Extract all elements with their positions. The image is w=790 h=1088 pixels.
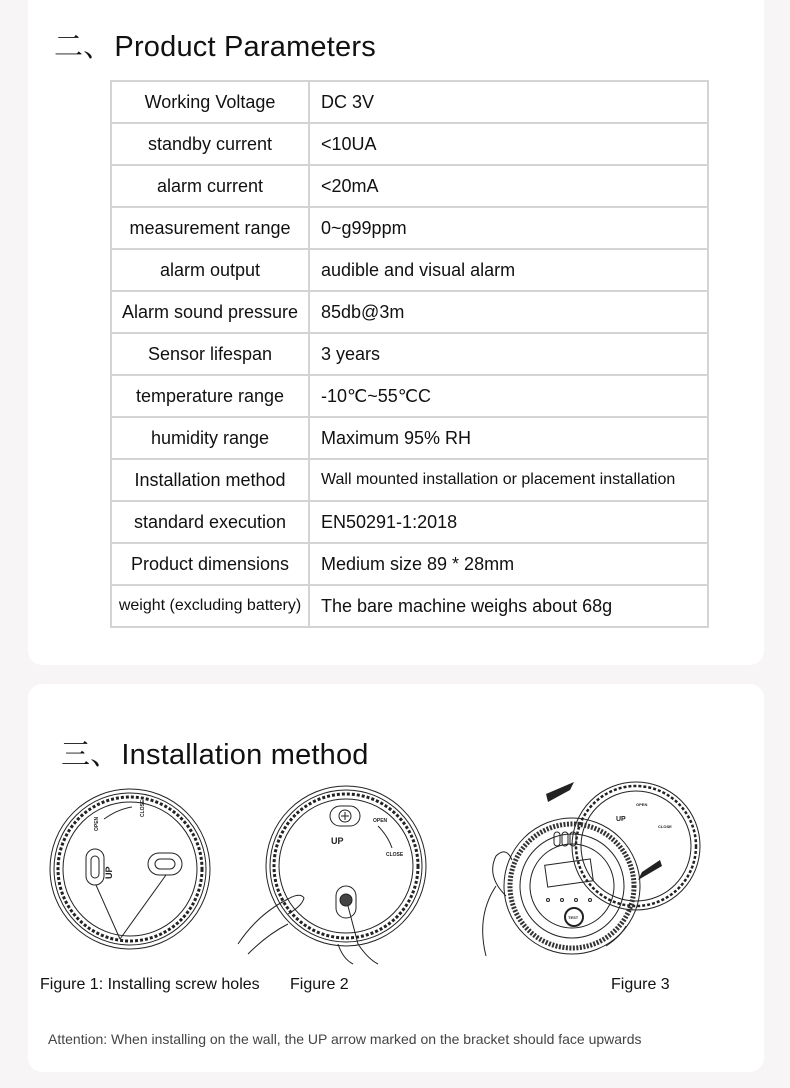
figure-1-caption: Figure 1: Installing screw holes [40,976,260,993]
param-value: Medium size 89 * 28mm [309,543,708,585]
installation-method-card [28,684,764,1072]
param-label: temperature range [111,375,309,417]
table-row [111,501,708,543]
parameters-table [110,80,709,628]
figure-3-detector-attach-illustration [446,776,706,976]
close-label: CLOSE [658,824,672,829]
param-label: alarm output [111,249,309,291]
param-value: -10℃~55℃C [309,375,708,417]
table-row [111,165,708,207]
test-button-label: TEST [568,915,579,920]
section-title-product-parameters [54,24,376,65]
table-row [111,375,708,417]
table-row [111,417,708,459]
table-row [111,207,708,249]
table-row [111,585,708,627]
param-value: EN50291-1:2018 [309,501,708,543]
param-label: standard execution [111,501,309,543]
table-row [111,81,708,123]
rotate-arrow-icon [546,782,574,802]
table-row [111,459,708,501]
param-label: standby current [111,123,309,165]
param-label: humidity range [111,417,309,459]
table-row [111,543,708,585]
figure-3-caption: Figure 3 [611,976,670,993]
up-label: UP [616,816,626,823]
param-value: DC 3V [309,81,708,123]
param-value: Wall mounted installation or placement installation [309,459,708,501]
param-label: measurement range [111,207,309,249]
param-label: Product dimensions [111,543,309,585]
param-value: 0~g99ppm [309,207,708,249]
open-label: OPEN [373,818,388,824]
close-label: CLOSE [386,852,404,858]
param-label: Sensor lifespan [111,333,309,375]
param-label: weight (excluding battery) [111,585,309,627]
figure-2-caption: Figure 2 [290,976,349,993]
param-value: 85db@3m [309,291,708,333]
open-label: OPEN [636,802,648,807]
up-label: UP [331,836,344,846]
param-value: 3 years [309,333,708,375]
table-row [111,291,708,333]
param-label: alarm current [111,165,309,207]
up-label: UP [104,866,114,879]
section-number: 二、 [54,31,113,63]
section-title-text: Installation method [121,739,369,771]
param-label: Working Voltage [111,81,309,123]
rotate-arrow-icon [638,860,662,880]
close-label: CLOSE [140,799,146,817]
param-value: The bare machine weighs about 68g [309,585,708,627]
param-value: audible and visual alarm [309,249,708,291]
open-label: OPEN [94,816,100,831]
param-label: Installation method [111,459,309,501]
param-value: Maximum 95% RH [309,417,708,459]
table-row [111,249,708,291]
table-row [111,333,708,375]
product-parameters-card [28,0,764,665]
param-label: Alarm sound pressure [111,291,309,333]
section-title-installation-method [61,732,369,773]
param-value: <20mA [309,165,708,207]
param-value: <10UA [309,123,708,165]
section-number: 三、 [61,739,120,771]
figure-1-bracket-illustration [48,779,213,959]
figure-2-screw-mount-illustration [228,774,438,974]
section-title-text: Product Parameters [114,31,376,63]
table-row [111,123,708,165]
attention-note: Attention: When installing on the wall, the UP arrow marked on the bracket should face upwards [48,1031,642,1047]
